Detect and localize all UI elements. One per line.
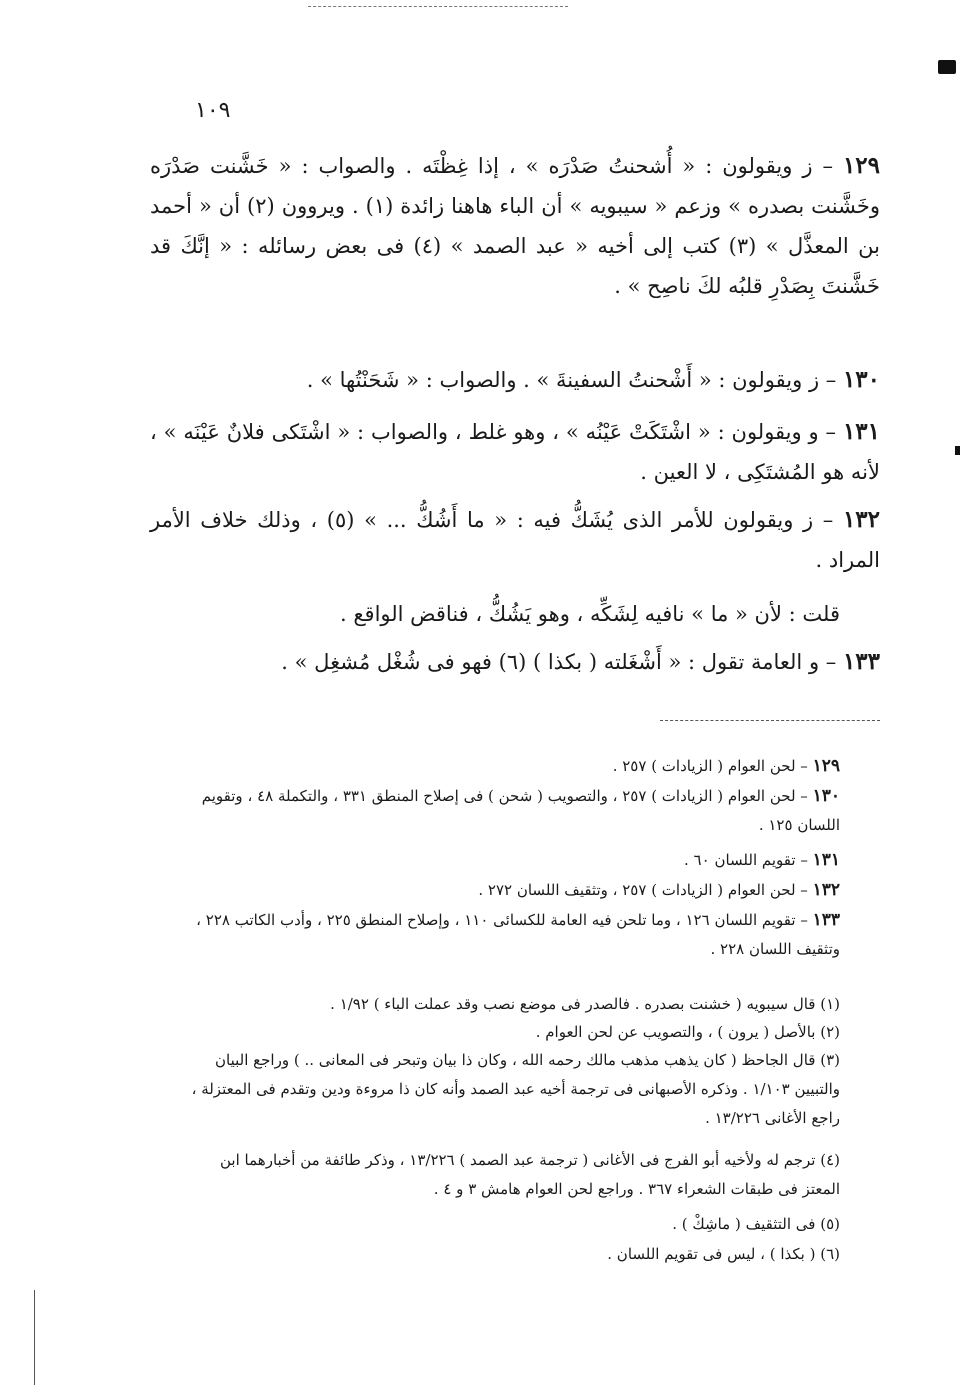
note-4: (٤) ترجم له ولأخيه أبو الفرج فى الأغانى ( ترجمة عبد الصمد ) ١٣/٢٢٦ ، وذكر طائفة من أخبارهما ابن المعتز فى طبقات الشعراء ٣٦٧ . وراجع لحن العوام هامش ٣ و ٤ .	[220, 1151, 840, 1198]
entry-130	[150, 360, 880, 400]
source-132	[380, 876, 840, 905]
note-6: (٦) ( بكذا ) ، ليس فى تقويم اللسان .	[607, 1245, 840, 1263]
top-dashed-rule	[308, 6, 568, 7]
source-text: – لحن العوام ( الزيادات ) ٢٥٧ .	[612, 757, 813, 775]
entry-number: ١٣٢	[842, 506, 880, 533]
entry-131	[150, 412, 880, 492]
entry-text: – و العامة تقول : « أَشْغَلته ( بكذا ) (٦) فهو فى شُغْل مُشغِل » .	[281, 650, 843, 674]
entry-number: ١٣٠	[842, 366, 880, 393]
source-number: ١٢٩	[812, 756, 840, 776]
entry-text: – ز ويقولون : « أُشحنتُ صَدْرَه » ، إذا غِظْتَه . والصواب : « خَشَّنت صَدْرَه وخَشَّنت بصدره » وزعم « سيبويه » أن الباء هاهنا زائدة (١) . ويروون (٢) أن « أحمد بن المعذَّل » (٣) كتب إلى أخيه « عبد الصمد » (٤) فى بعض رسائله : « إنَّكَ قد خَشَّنتَ بِصَدْرِ قلبُه لكَ ناصِح » .	[150, 154, 880, 298]
entry-text: – و ويقولون : « اشْتَكَتْ عَيْنُه » ، وهو غلط ، والصواب : « اشْتَكى فلانٌ عَيْنَه » ، لأنه هو المُشتَكِى ، لا العين .	[150, 420, 880, 484]
note-3: (٣) قال الجاحظ ( كان يذهب مذهب مالك رحمه الله ، وكان ذا بيان وتبحر فى المعانى .. ) وراجع البيان والتبيين ١/١٠٣ . وذكره الأصبهانى فى ترجمة أخيه عبد الصمد وأنه كان ذا مروءة ودين وتقدم فى المعتزلة ، راجع الأغانى ١٣/٢٢٦ .	[191, 1051, 840, 1127]
entry-133	[150, 642, 880, 682]
source-text: – لحن العوام ( الزيادات ) ٢٥٧ ، وتثقيف اللسان ٢٧٢ .	[478, 881, 813, 899]
source-number: ١٣٣	[812, 910, 840, 930]
entry-text: – ز ويقولون : « أَشْحنتُ السفينةَ » . والصواب : « شَحَنْتُها » .	[306, 368, 843, 392]
source-number: ١٣١	[812, 850, 840, 870]
note-2: (٢) بالأصل ( يرون ) ، والتصويب عن لحن العوام .	[535, 1023, 840, 1041]
source-131	[560, 846, 840, 875]
source-number: ١٣٢	[812, 880, 840, 900]
note-1: (١) قال سيبويه ( خشنت بصدره . فالصدر فى موضع نصب وقد عملت الباء ) ١/٩٢ .	[330, 995, 840, 1013]
source-number: ١٣٠	[812, 786, 840, 806]
entry-132-note: قلت : لأن « ما » نافيه لِشَكِّه ، وهو يَشُكُّ ، فناقض الواقع .	[340, 602, 840, 626]
page-number: ١٠٩	[195, 98, 231, 123]
entry-number: ١٣١	[842, 418, 880, 445]
note-5: (٥) فى التثقيف ( ماشِكْ ) .	[672, 1215, 840, 1233]
source-text: – لحن العوام ( الزيادات ) ٢٥٧ ، والتصويب ( شحن ) فى إصلاح المنطق ٣٣١ ، والتكملة ٤٨ ، وتقويم اللسان ١٢٥ .	[201, 787, 840, 834]
source-text: – تقويم اللسان ٦٠ .	[684, 851, 813, 869]
source-133	[185, 906, 840, 964]
entry-number: ١٢٩	[842, 152, 880, 179]
entry-132	[150, 500, 880, 580]
margin-rule	[34, 1290, 35, 1385]
entry-text: – ز ويقولون للأمر الذى يُشَكُّ فيه : « ما أَشُكُّ ... » (٥) ، وذلك خلاف الأمر المراد .	[150, 508, 880, 572]
binding-mark	[938, 60, 956, 74]
source-130	[185, 782, 840, 840]
source-129	[480, 752, 840, 781]
entry-129	[150, 146, 880, 306]
margin-dot	[955, 446, 960, 455]
entry-number: ١٣٣	[842, 648, 880, 675]
source-text: – تقويم اللسان ١٢٦ ، وما تلحن فيه العامة للكسائى ١١٠ ، وإصلاح المنطق ٢٢٥ ، وأدب الكاتب ٢٢٨ ، وتثقيف اللسان ٢٢٨ .	[196, 911, 840, 958]
footnote-separator	[660, 720, 880, 721]
